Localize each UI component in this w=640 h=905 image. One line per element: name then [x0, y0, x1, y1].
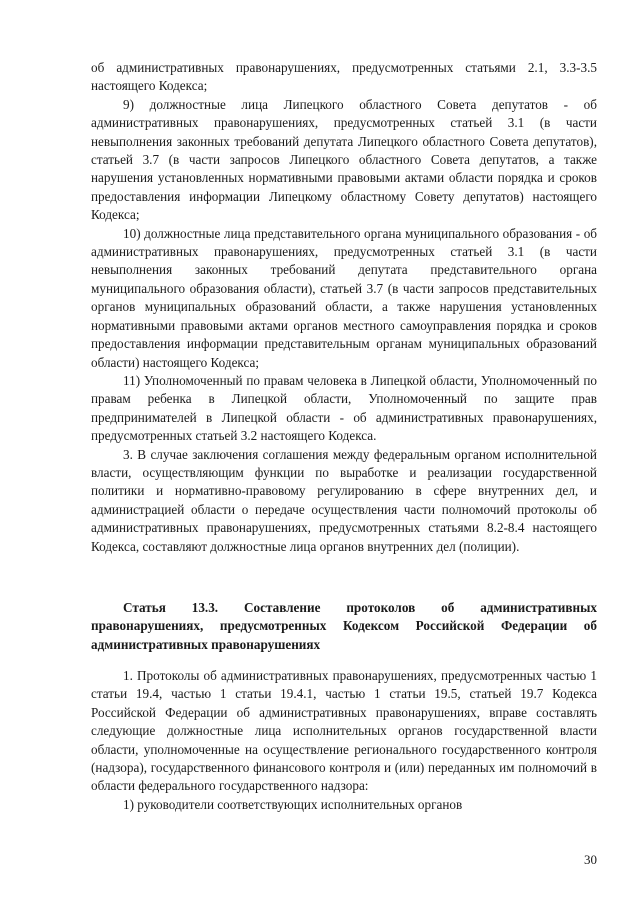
body-text-bottom — [91, 667, 597, 814]
page-number: 30 — [584, 852, 597, 867]
article-heading: Статья 13.3. Составление протоколов об административных правонарушениях, предусмотренных Кодексом Российской Федерации об административных правонарушениях — [91, 600, 597, 652]
paragraph: 3. В случае заключения соглашения между федеральным органом исполнительной власти, осуществляющим функции по выработке и реализации государственной политики и нормативно-правовому регулированию в сфере внутренних дел, и администрацией области о передаче осуществления части полномочий протоколы об административных правонарушениях, предусмотренных статьями 8.2-8.4 настоящего Кодекса, составляют должностные лица органов внутренних дел (полиции). — [91, 446, 597, 554]
paragraph: 1) руководители соответствующих исполнительных органов — [123, 796, 463, 812]
paragraph: 9) должностные лица Липецкого областного Совета депутатов - об административных правонарушениях, предусмотренных статьей 3.1 (в части невыполнения законных требований депутата Липецкого областного Совета депутатов), статьей 3.7 (в части запросов Липецкого областного Совета депутатов, а также нарушения установленных нормативными правовыми актами области порядка и сроков предоставления информации Липецкому областному Совету депутатов) настоящего Кодекса; — [91, 96, 597, 223]
paragraph: 10) должностные лица представительного органа муниципального образования - об административных правонарушениях, предусмотренных статьей 3.1 (в части невыполнения законных требований депутата представительного органа муниципального образования области), статьей 3.7 (в части запросов представительных органов муниципальных образований области, а также нарушения установленных нормативными правовыми актами органов местного самоуправления порядка и сроков предоставления информации представительным органам муниципальных образований области) настоящего Кодекса; — [91, 225, 597, 370]
paragraph: об административных правонарушениях, предусмотренных статьями 2.1, 3.3-3.5 настоящего Кодекса; — [91, 60, 597, 94]
body-text-top — [91, 59, 597, 556]
paragraph: 1. Протоколы об административных правонарушениях, предусмотренных частью 1 статьи 19.4, частью 1 статьи 19.4.1, частью 1 статьи 19.5, статьей 19.7 Кодекса Российской Федерации об административных правонарушениях, вправе составлять следующие должностные лица исполнительных органов государственной власти области, уполномоченные на осуществление регионального государственного контроля (надзора), государственного финансового контроля и (или) переданных им полномочий в области федерального государственного надзора: — [91, 668, 597, 794]
paragraph: 11) Уполномоченный по правам человека в Липецкой области, Уполномоченный по правам ребенка в Липецкой области, Уполномоченный по защите прав предпринимателей в Липецкой области - об административных правонарушениях, предусмотренных статьей 3.2 настоящего Кодекса. — [91, 372, 597, 444]
